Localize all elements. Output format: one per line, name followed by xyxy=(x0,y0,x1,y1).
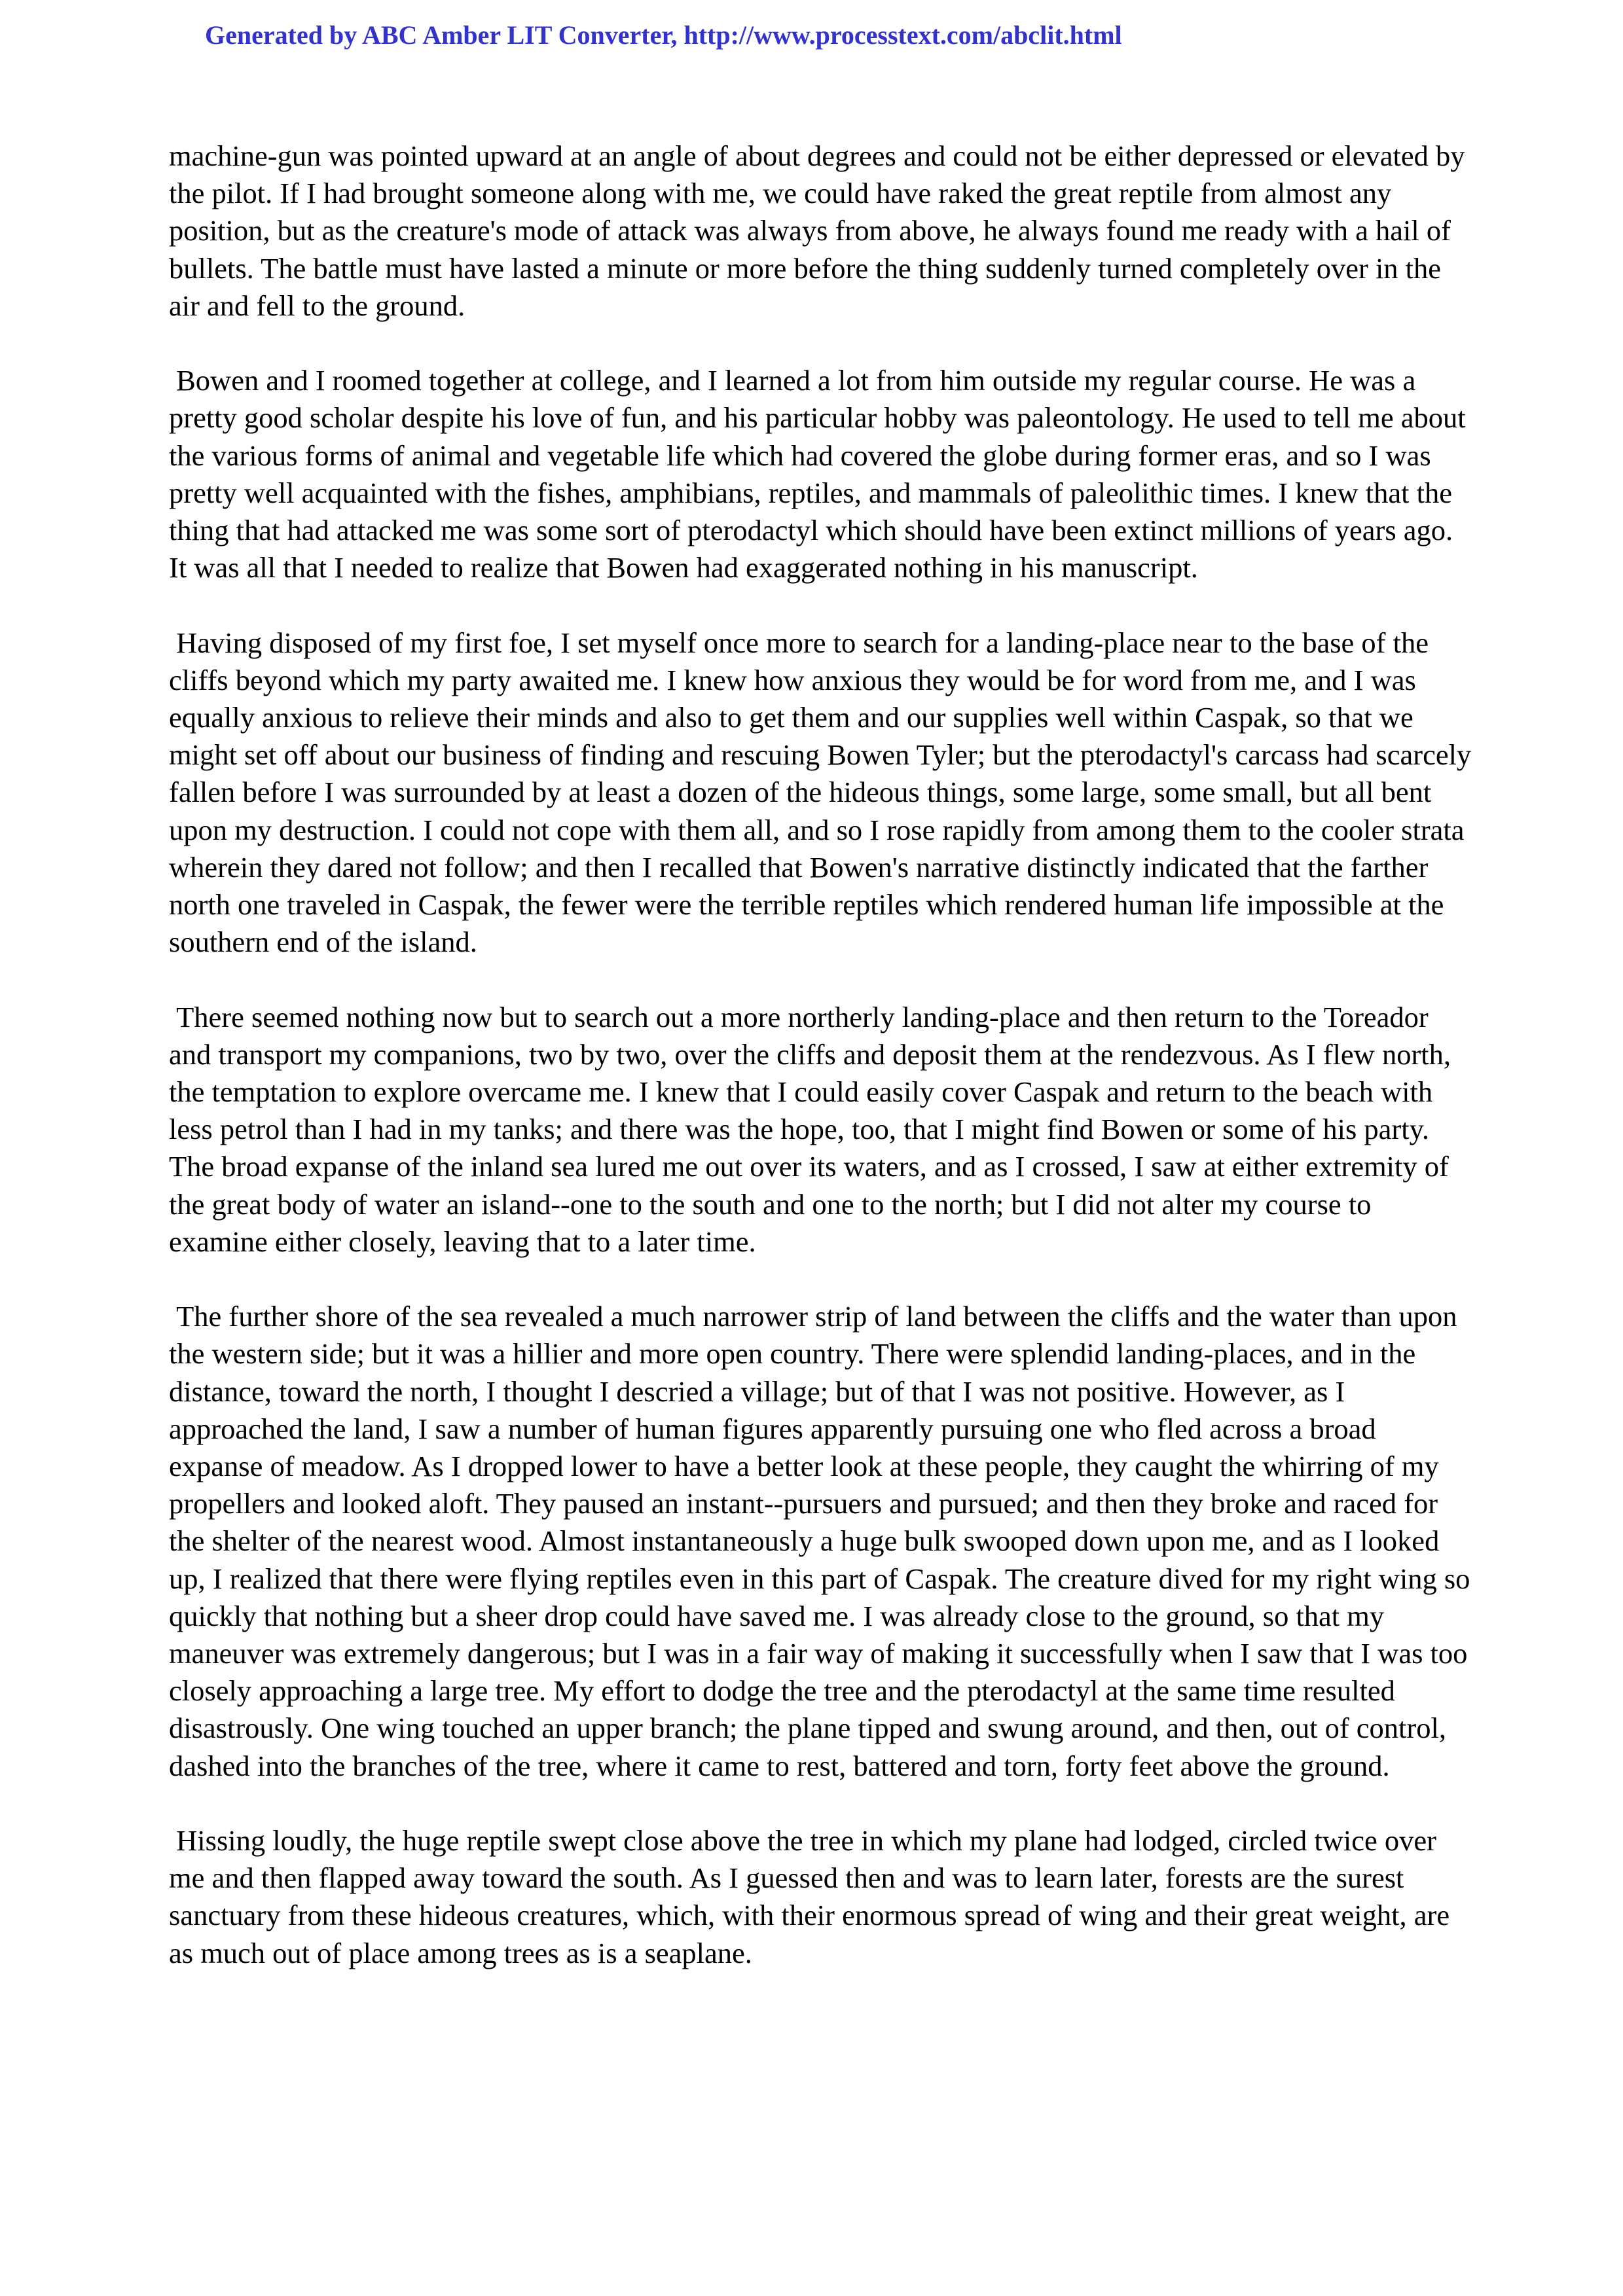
paragraph: Having disposed of my first foe, I set myself once more to search for a landing-place near to the base of the cliffs beyond which my party awaited me. I knew how anxious they would be for word from me, and I was equally anxious to relieve their minds and also to get them and our supplies well within Caspak, so that we might set off about our business of finding and rescuing Bowen Tyler; but the pterodactyl's carcass had scarcely fallen before I was surrounded by at least a dozen of the hideous things, some large, some small, but all bent upon my destruction. I could not cope with them all, and so I rose rapidly from among them to the cooler strata wherein they dared not follow; and then I recalled that Bowen's narrative distinctly indicated that the farther north one traveled in Caspak, the fewer were the terrible reptiles which rendered human life impossible at the southern end of the island. xyxy=(169,626,1472,959)
converter-header: Generated by ABC Amber LIT Converter, http://www.processtext.com/abclit.html xyxy=(205,20,1122,50)
document-body xyxy=(169,137,1472,1972)
paragraph: The further shore of the sea revealed a much narrower strip of land between the cliffs and the water than upon the western side; but it was a hillier and more open country. There were splendid landing-places, and in the distance, toward the north, I thought I descried a village; but of that I was not positive. However, as I approached the land, I saw a number of human figures apparently pursuing one who fled across a broad expanse of meadow. As I dropped lower to have a better look at these people, they caught the whirring of my propellers and looked aloft. They paused an instant--pursuers and pursued; and then they broke and raced for the shelter of the nearest wood. Almost instantaneously a huge bulk swooped down upon me, and as I looked up, I realized that there were flying reptiles even in this part of Caspak. The creature dived for my right wing so quickly that nothing but a sheer drop could have saved me. I was already close to the ground, so that my maneuver was extremely dangerous; but I was in a fair way of making it successfully when I saw that I was too closely approaching a large tree. My effort to dodge the tree and the pterodactyl at the same time resulted disastrously. One wing touched an upper branch; the plane tipped and swung around, and then, out of control, dashed into the branches of the tree, where it came to rest, battered and torn, forty feet above the ground. xyxy=(169,1300,1470,1782)
paragraph: There seemed nothing now but to search out a more northerly landing-place and then return to the Toreador and transport my companions, two by two, over the cliffs and deposit them at the rendezvous. As I flew north, the temptation to explore overcame me. I knew that I could easily cover Caspak and return to the beach with less petrol than I had in my tanks; and there was the hope, too, that I might find Bowen or some of his party. The broad expanse of the inland sea lured me out over its waters, and as I crossed, I saw at either extremity of the great body of water an island--one to the south and one to the north; but I did not alter my course to examine either closely, leaving that to a later time. xyxy=(169,1000,1451,1258)
paragraph: Bowen and I roomed together at college, and I learned a lot from him outside my regular course. He was a pretty good scholar despite his love of fun, and his particular hobby was paleontology. He used to tell me about the various forms of animal and vegetable life which had covered the globe during former eras, and so I was pretty well acquainted with the fishes, amphibians, reptiles, and mammals of paleolithic times. I knew that the thing that had attacked me was some sort of pterodactyl which should have been extinct millions of years ago. It was all that I needed to realize that Bowen had exaggerated nothing in his manuscript. xyxy=(169,364,1466,584)
paragraph: Hissing loudly, the huge reptile swept close above the tree in which my plane had lodged, circled twice over me and then flapped away toward the south. As I guessed then and was to learn later, forests are the surest sanctuary from these hideous creatures, which, with their enormous spread of wing and their great weight, are as much out of place among trees as is a seaplane. xyxy=(169,1824,1450,1969)
paragraph: machine-gun was pointed upward at an angle of about degrees and could not be either depressed or elevated by the pilot. If I had brought someone along with me, we could have raked the great reptile from almost any position, but as the creature's mode of attack was always from above, he always found me ready with a hail of bullets. The battle must have lasted a minute or more before the thing suddenly turned completely over in the air and fell to the ground. xyxy=(169,139,1465,322)
